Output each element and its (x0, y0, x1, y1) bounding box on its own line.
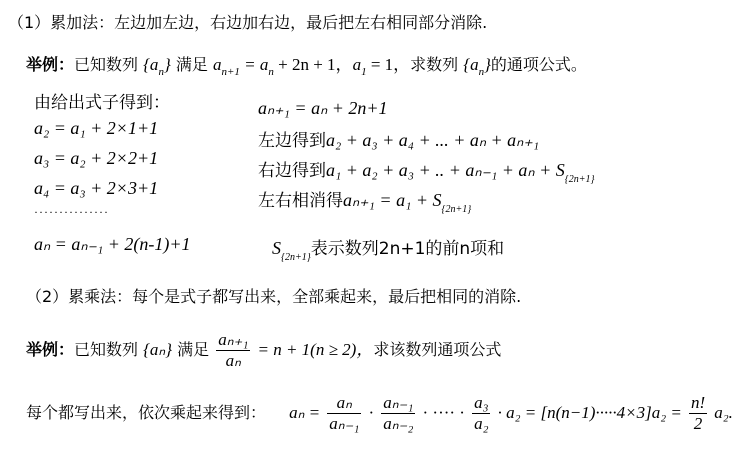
result-lhs: aₙ = (289, 403, 321, 422)
result-fraction-4: $\frac{n!}{2}$ (690, 393, 706, 433)
section1-heading: （1）累加法：左边加左边，右边加右边，最后把左右相同部分消除. (8, 13, 488, 32)
section2-heading: （2）累乘法：每个是式子都写出来，全部乘起来，最后把相同的消除. (26, 287, 522, 306)
example1-text-c: 求数列 (410, 55, 459, 74)
derive-left-line-2: a₃ = a₂ + 2×2+1 (34, 148, 159, 168)
derive-left-last: aₙ = aₙ₋₁ + 2(n-1)+1 (34, 234, 191, 254)
cancel-expr: aₙ₊₁ = a₁ + S (343, 190, 442, 210)
example1-text-a: 已知数列 (74, 55, 139, 74)
left-sum-expr: a₂ + a₃ + a₄ + ... + aₙ + aₙ₊₁ (326, 130, 540, 150)
derive-right-line-4 (258, 186, 472, 215)
result-fraction-1: $\frac{\text{aₙ}}{\text{aₙ₋₁}}$ (329, 393, 360, 433)
derive-left-line-3: a₄ = a₃ + 2×3+1 (34, 178, 159, 198)
result-end: a₂. (714, 403, 733, 422)
example2-label: 举例： (26, 340, 75, 359)
result-tail: · a₂ = [n(n−1)·····4×3]a₂ = (497, 403, 682, 422)
example2-text-c: 求该数列通项公式 (373, 340, 502, 359)
example2-seq: {aₙ} (143, 340, 172, 359)
derive-right-line-2 (258, 126, 539, 151)
example2-text-b: 满足 (177, 340, 210, 359)
derive-left-ellipsis: ··············· (34, 205, 109, 219)
example2-text-a: 已知数列 (74, 340, 139, 359)
cancel-sub: {2n+1} (441, 204, 472, 215)
note-s: S (272, 238, 281, 258)
example2-rhs: = n + 1(n ≥ 2)， (257, 340, 374, 359)
example1-seq-b: $\{a_n\}$ (463, 55, 491, 78)
example1-statement (26, 50, 587, 78)
result-dot: · (368, 403, 375, 422)
derive-left-title: 由给出式子得到： (34, 93, 170, 113)
right-sum-sub: {2n+1} (564, 174, 595, 185)
example1-recurrence: $a_{n+1} = a_n + 2n + 1$， (212, 55, 353, 78)
example1-text-d: 的通项公式。 (490, 55, 587, 74)
example2-result (26, 393, 733, 434)
result-fraction-2: $\frac{\text{aₙ₋₁}}{\text{aₙ₋₂}}$ (383, 393, 414, 433)
result-fraction-3: $\frac{\text{a₃}}{\text{a₂}}$ (474, 393, 489, 433)
example2-ratio-fraction: $\frac{\text{aₙ₊₁}}{\text{aₙ}}$ (218, 330, 249, 370)
right-sum-expr: a₁ + a₂ + a₃ + .. + aₙ₋₁ + aₙ + S (326, 160, 565, 180)
example2-statement (26, 330, 501, 371)
example1-text-b: 满足 (175, 55, 208, 74)
derive-right-line-1: aₙ₊₁ = aₙ + 2n+1 (258, 98, 388, 118)
right-sum-label: 右边得到 (258, 161, 326, 181)
example1-label: 举例： (26, 55, 75, 74)
note-text: 表示数列2n+1的前n项和 (310, 239, 505, 259)
derive-right-note (272, 234, 505, 263)
example1-seq-a: $\{a_n\}$ (143, 55, 171, 78)
example1-initial: $a_1 = 1$， (352, 55, 411, 78)
cancel-label: 左右相消得 (258, 191, 343, 211)
derive-left-line-1: a₂ = a₁ + 2×1+1 (34, 118, 159, 138)
left-sum-label: 左边得到 (258, 131, 326, 151)
derive-right-line-3 (258, 156, 595, 185)
result-intro: 每个都写出来，依次乘起来得到： (26, 403, 267, 422)
note-sub: {2n+1} (281, 252, 311, 263)
result-mid-dots: · ···· · (422, 403, 465, 422)
